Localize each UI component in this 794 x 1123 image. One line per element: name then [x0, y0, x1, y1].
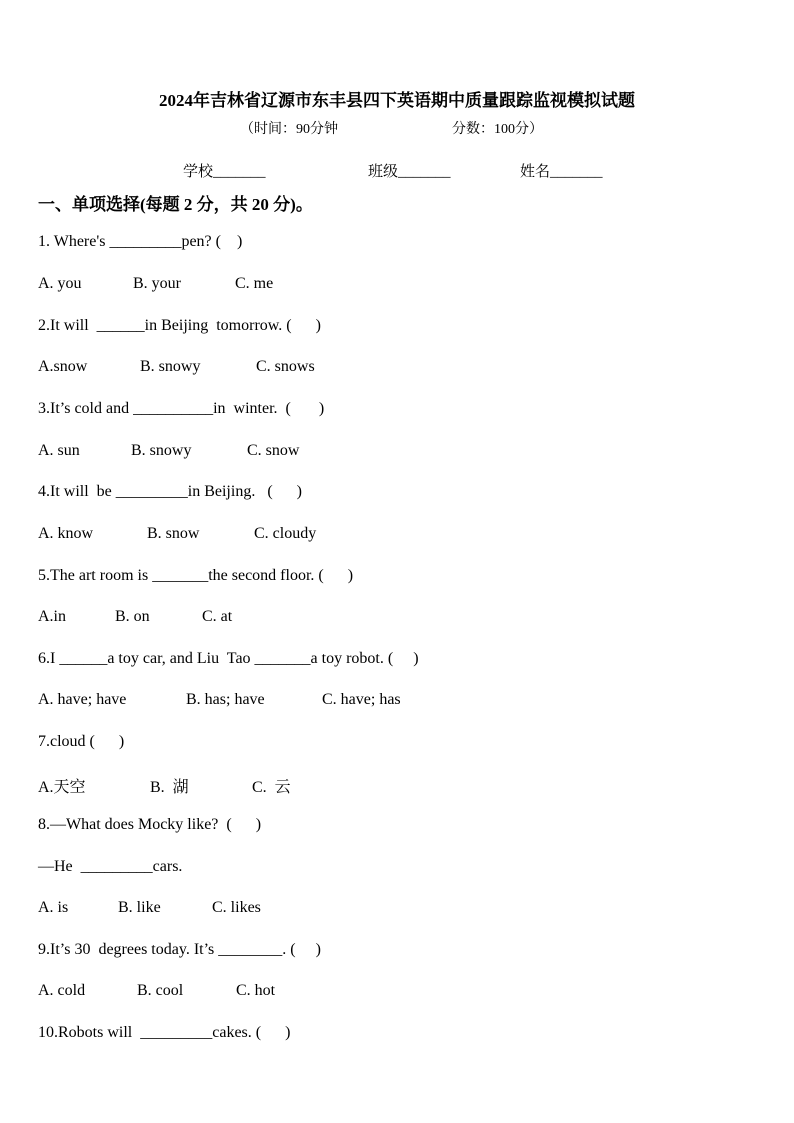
q9-option-b: B. cool [137, 982, 184, 999]
name-field: 姓名_______ [520, 164, 603, 180]
question-1: 1. Where's _________pen? ( ) [38, 233, 243, 250]
q9-option-a: A. cold [38, 982, 86, 999]
q6-option-a: A. have; have [38, 691, 127, 708]
class-field: 班级_______ [368, 164, 451, 180]
question-6: 6.I ______a toy car, and Liu Tao _______a toy robot. ( ) [38, 650, 419, 667]
q2-option-c: C. snows [256, 358, 315, 375]
exam-score: 分数：100分） [452, 122, 543, 137]
q1-option-a: A. you [38, 275, 82, 292]
q4-option-b: B. snow [147, 525, 200, 542]
q4-option-c: C. cloudy [254, 525, 317, 542]
exam-time: （时间：90分钟 [240, 122, 338, 137]
q6-option-c: C. have; has [322, 691, 401, 708]
q2-option-a: A.snow [38, 358, 88, 375]
q5-option-b: B. on [115, 608, 150, 625]
q3-option-c: C. snow [247, 442, 300, 459]
q7-option-c: C. 云 [252, 779, 291, 796]
q8-option-a: A. is [38, 899, 69, 916]
question-4: 4.It will be _________in Beijing. ( ) [38, 483, 302, 500]
q9-option-c: C. hot [236, 982, 276, 999]
q7-option-b: B. 湖 [150, 779, 189, 796]
question-8-answer-line: —He _________cars. [38, 858, 183, 875]
q3-option-a: A. sun [38, 442, 80, 459]
question-10: 10.Robots will _________cakes. ( ) [38, 1024, 291, 1041]
q6-option-b: B. has; have [186, 691, 265, 708]
question-5: 5.The art room is _______the second floor. ( ) [38, 567, 354, 584]
question-7: 7.cloud ( ) [38, 733, 125, 750]
q7-option-a: A.天空 [38, 779, 86, 796]
q8-option-c: C. likes [212, 899, 261, 916]
q8-option-b: B. like [118, 899, 161, 916]
exam-title: 2024年吉林省辽源市东丰县四下英语期中质量跟踪监视模拟试题 [159, 91, 635, 110]
q2-option-b: B. snowy [140, 358, 201, 375]
q3-option-b: B. snowy [131, 442, 192, 459]
question-9: 9.It’s 30 degrees today. It’s ________. ( ) [38, 941, 321, 958]
question-8: 8.—What does Mocky like? ( ) [38, 816, 262, 833]
q1-option-b: B. your [133, 275, 181, 292]
section-title: 一、单项选择(每题 2 分，共 20 分)。 [38, 195, 313, 214]
q4-option-a: A. know [38, 525, 94, 542]
q1-option-c: C. me [235, 275, 274, 292]
question-2: 2.It will ______in Beijing tomorrow. ( ) [38, 317, 321, 334]
school-field: 学校_______ [183, 164, 266, 180]
question-3: 3.It’s cold and __________in winter. ( ) [38, 400, 325, 417]
q5-option-c: C. at [202, 608, 233, 625]
q5-option-a: A.in [38, 608, 66, 625]
